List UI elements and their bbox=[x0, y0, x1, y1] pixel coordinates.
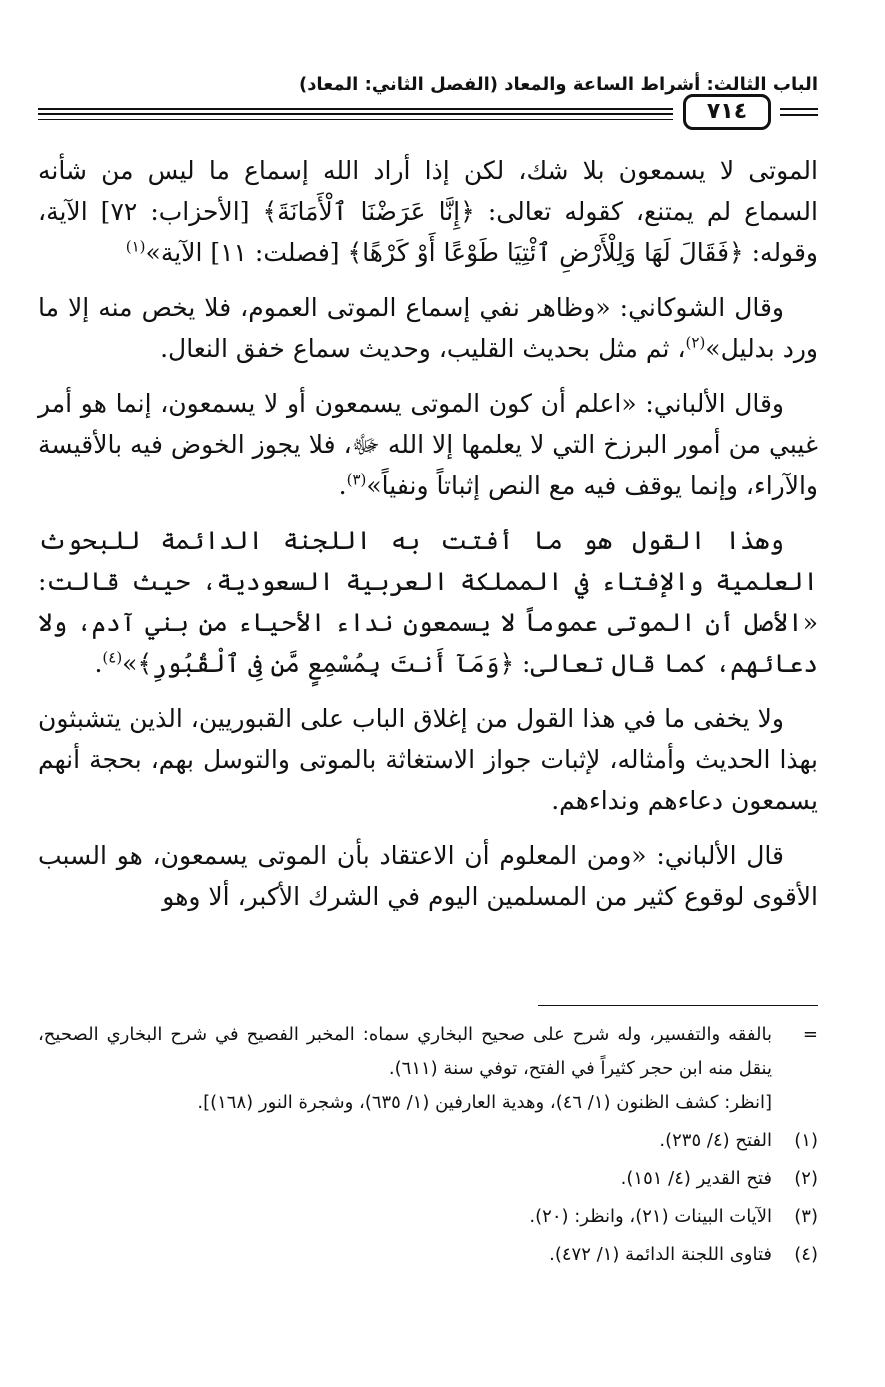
footnote bbox=[38, 1238, 818, 1272]
footnote-ref: (٢) bbox=[685, 333, 706, 352]
footnote-ref: (٤) bbox=[102, 648, 123, 667]
paragraph-tail: ، ثم مثل بحديث القليب، وحديث سماع خفق النعال. bbox=[160, 334, 686, 363]
footnote-number: (٣) bbox=[794, 1206, 818, 1227]
continued-note-ref-text: [انظر: كشف الظنون (١/ ٤٦)، وهدية العارفين (١/ ٦٣٥)، وشجرة النور (١٦٨)]. bbox=[197, 1092, 772, 1113]
footnote bbox=[38, 1200, 818, 1234]
paragraph-tail: . bbox=[338, 471, 347, 500]
header-rule bbox=[780, 108, 818, 110]
footnote bbox=[38, 1162, 818, 1196]
paragraph bbox=[38, 287, 818, 369]
footnotes bbox=[38, 1018, 818, 1272]
paragraph-text: الموتى لا يسمعون بلا شك، لكن إذا أراد الله إسماع ما ليس من شأنه السماع لم يمتنع، كقوله تعالى: ﴿إِنَّا عَرَضْنَا ٱلْأَمَانَةَ﴾ [الأحزاب: ٧٢] الآية، وقوله: ﴿فَقَالَ لَهَا وَلِلْأَرْضِ ٱئْتِيَا طَوْعًا أَوْ كَرْهًا﴾ [فصلت: ١١] الآية» bbox=[38, 156, 818, 267]
footnote-text: الآيات البينات (٢١)، وانظر: (٢٠). bbox=[529, 1206, 772, 1227]
header-rule bbox=[38, 113, 673, 115]
footnote-number: (١) bbox=[794, 1130, 818, 1151]
paragraph bbox=[38, 520, 818, 684]
footnote bbox=[38, 1124, 818, 1158]
footnote-separator bbox=[538, 1005, 818, 1006]
continuation-mark: = bbox=[802, 1024, 818, 1045]
paragraph-text: وهذا القول هو ما أفتت به اللجنة الدائمة للبحوث العلمية والإفتاء في المملكة العربية السعودية، حيث قالت: «الأصل أن الموتى عموماً لا يسمعون نداء الأحياء من بني آدم، ولا دعائهم، كما قال تعالى: ﴿وَمَآ أَنتَ بِمُسْمِعٍ مَّن فِى ٱلْقُبُورِ﴾» bbox=[38, 526, 818, 678]
footnote-text: الفتح (٤/ ٢٣٥). bbox=[659, 1130, 772, 1151]
header-rule bbox=[38, 119, 673, 120]
paragraph bbox=[38, 835, 818, 917]
header-rule bbox=[780, 114, 818, 116]
continued-note bbox=[38, 1018, 818, 1086]
paragraph bbox=[38, 383, 818, 506]
footnote-ref: (٣) bbox=[346, 470, 367, 489]
paragraph-tail: . bbox=[94, 649, 103, 678]
paragraph-text: ولا يخفى ما في هذا القول من إغلاق الباب على القبوريين، الذين يتشبثون بهذا الحديث وأمثاله، لإثبات جواز الاستغاثة بالموتى والتوسل بهم، بحجة أنهم يسمعون دعاءهم ونداءهم. bbox=[38, 704, 818, 815]
paragraph-text: قال الألباني: «ومن المعلوم أن الاعتقاد بأن الموتى يسمعون، هو السبب الأقوى لوقوع كثير من المسلمين اليوم في الشرك الأكبر، ألا وهو bbox=[38, 841, 818, 911]
header-rule bbox=[38, 108, 673, 110]
page-number: ٧١٤ bbox=[683, 94, 771, 130]
main-text bbox=[38, 150, 818, 931]
chapter-title: الباب الثالث: أشراط الساعة والمعاد (الفصل الثاني: المعاد) bbox=[298, 74, 818, 95]
footnote-number: (٢) bbox=[794, 1168, 818, 1189]
continued-note-reference bbox=[38, 1086, 818, 1120]
footnote-text: فتح القدير (٤/ ١٥١). bbox=[620, 1168, 772, 1189]
paragraph-text: وقال الألباني: «اعلم أن كون الموتى يسمعون أو لا يسمعون، إنما هو أمر غيبي من أمور البرزخ التي لا يعلمها إلا الله ﷻ، فلا يجوز الخوض فيه بالأقيسة والآراء، وإنما يوقف فيه مع النص إثباتاً ونفياً» bbox=[38, 389, 818, 500]
paragraph bbox=[38, 150, 818, 273]
footnote-text: فتاوى اللجنة الدائمة (١/ ٤٧٢). bbox=[549, 1244, 772, 1265]
running-header bbox=[38, 74, 818, 134]
footnote-number: (٤) bbox=[794, 1244, 818, 1265]
footnote-ref: (١) bbox=[125, 237, 146, 256]
paragraph bbox=[38, 698, 818, 821]
paragraph-text: وقال الشوكاني: «وظاهر نفي إسماع الموتى العموم، فلا يخص منه إلا ما ورد بدليل» bbox=[38, 293, 818, 363]
continued-note-text: بالفقه والتفسير، وله شرح على صحيح البخاري سماه: المخبر الفصيح في شرح البخاري الصحيح، ينقل منه ابن حجر كثيراً في الفتح، توفي سنة (٦١١). bbox=[38, 1024, 772, 1079]
